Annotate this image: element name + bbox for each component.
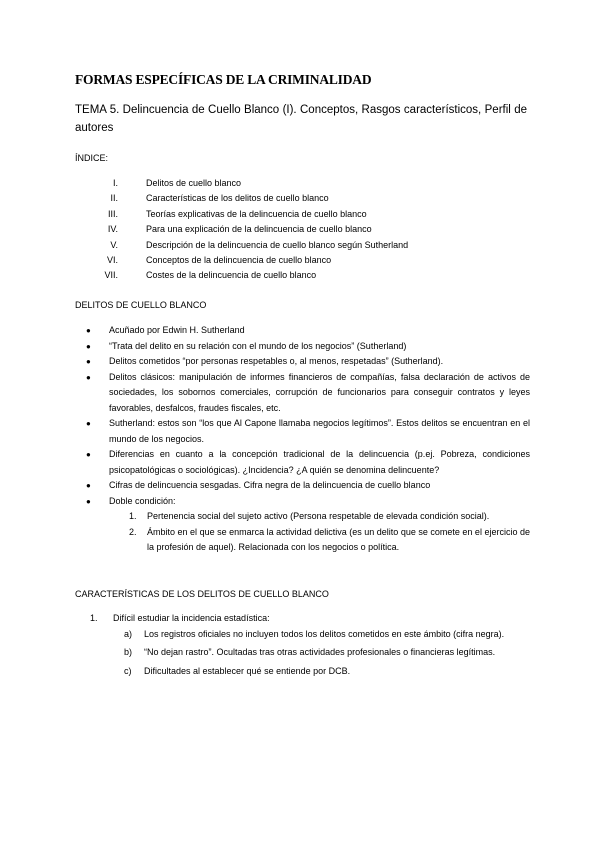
bullet-item: ● Sutherland: estos son “los que Al Capone llamaba negocios legítimos”. Estos delitos se encuentran en el mundo de los negocios.	[86, 418, 530, 444]
bullet-item: ● Diferencias en cuanto a la concepción tradicional de la delincuencia (p.ej. Pobreza, condiciones psicopatológicas o sociológicas). ¿Incidencia? ¿A quién se denomina delincuente?	[86, 449, 530, 475]
characteristics-list	[90, 611, 530, 679]
double-condition-item: 2. Ámbito en el que se enmarca la actividad delictiva (es un delito que se comete en el ejercicio de la profesión de aquel). Relacionada con los negocios o política.	[129, 526, 530, 552]
bullet-item: ● Doble condición:	[86, 494, 530, 510]
characteristic-subitem: c) Dificultades al establecer qué se entiende por DCB.	[124, 665, 351, 676]
bullet-item: ● Delitos clásicos: manipulación de informes financieros de compañías, falsa declaración de activos de sociedades, los sobornos comerciales, corrupción de funcionarios para conseguir contratos y leyes favorables, desfalcos, fraudes fiscales, etc.	[86, 371, 530, 413]
section-heading-delitos: DELITOS DE CUELLO BLANCO	[75, 300, 207, 310]
bullet-icon: ●	[86, 326, 91, 335]
bullet-icon: ●	[86, 496, 91, 506]
characteristic-item: 1. Difícil estudiar la incidencia estadística:	[90, 613, 270, 623]
index-heading: ÍNDICE:	[75, 153, 109, 163]
bullet-icon: ●	[86, 419, 91, 428]
bullet-item: ● Cifras de delincuencia sesgadas. Cifra negra de la delincuencia de cuello blanco	[86, 478, 530, 494]
bullet-icon: ●	[86, 372, 91, 382]
bullet-icon: ●	[86, 357, 91, 366]
topic-subtitle: TEMA 5. Delincuencia de Cuello Blanco (I). Conceptos, Rasgos característicos, Perfil de autores	[75, 104, 527, 134]
characteristic-subitem: a) Los registros oficiales no incluyen todos los delitos cometidos en este ámbito (cifra negra).	[124, 628, 505, 639]
bullet-item: ● Acuñado por Edwin H. Sutherland	[86, 323, 530, 339]
index-list	[75, 176, 535, 284]
bullet-icon: ●	[86, 450, 91, 459]
document-title: FORMAS ESPECÍFICAS DE LA CRIMINALIDAD	[75, 72, 372, 87]
bullet-icon: ●	[86, 481, 91, 490]
bullet-list	[86, 323, 530, 556]
bullet-item: ● Delitos cometidos “por personas respetables o, al menos, respetadas” (Sutherland).	[86, 354, 530, 370]
section-heading-caracteristicas: CARACTERÍSTICAS DE LOS DELITOS DE CUELLO BLANCO	[75, 589, 329, 599]
index-item: VI. Conceptos de la delincuencia de cuello blanco	[106, 254, 332, 265]
double-condition-item: 1. Pertenencia social del sujeto activo (Persona respetable de elevada condición social).	[129, 511, 490, 521]
index-item: IV. Para una explicación de la delincuencia de cuello blanco	[107, 224, 372, 235]
index-item: II. Características de los delitos de cuello blanco	[110, 193, 329, 204]
index-item: III. Teorías explicativas de la delincuencia de cuello blanco	[107, 208, 367, 219]
index-item: VII. Costes de la delincuencia de cuello blanco	[104, 270, 317, 281]
bullet-icon: ●	[86, 341, 91, 351]
index-item: V. Descripción de la delincuencia de cuello blanco según Sutherland	[110, 239, 409, 250]
bullet-item: ● “Trata del delito en su relación con el mundo de los negocios” (Sutherland)	[86, 339, 530, 355]
characteristic-subitem: b) “No dejan rastro”. Ocultadas tras otras actividades profesionales o financieras legítimas.	[124, 647, 496, 657]
index-item: I. Delitos de cuello blanco	[112, 177, 242, 188]
